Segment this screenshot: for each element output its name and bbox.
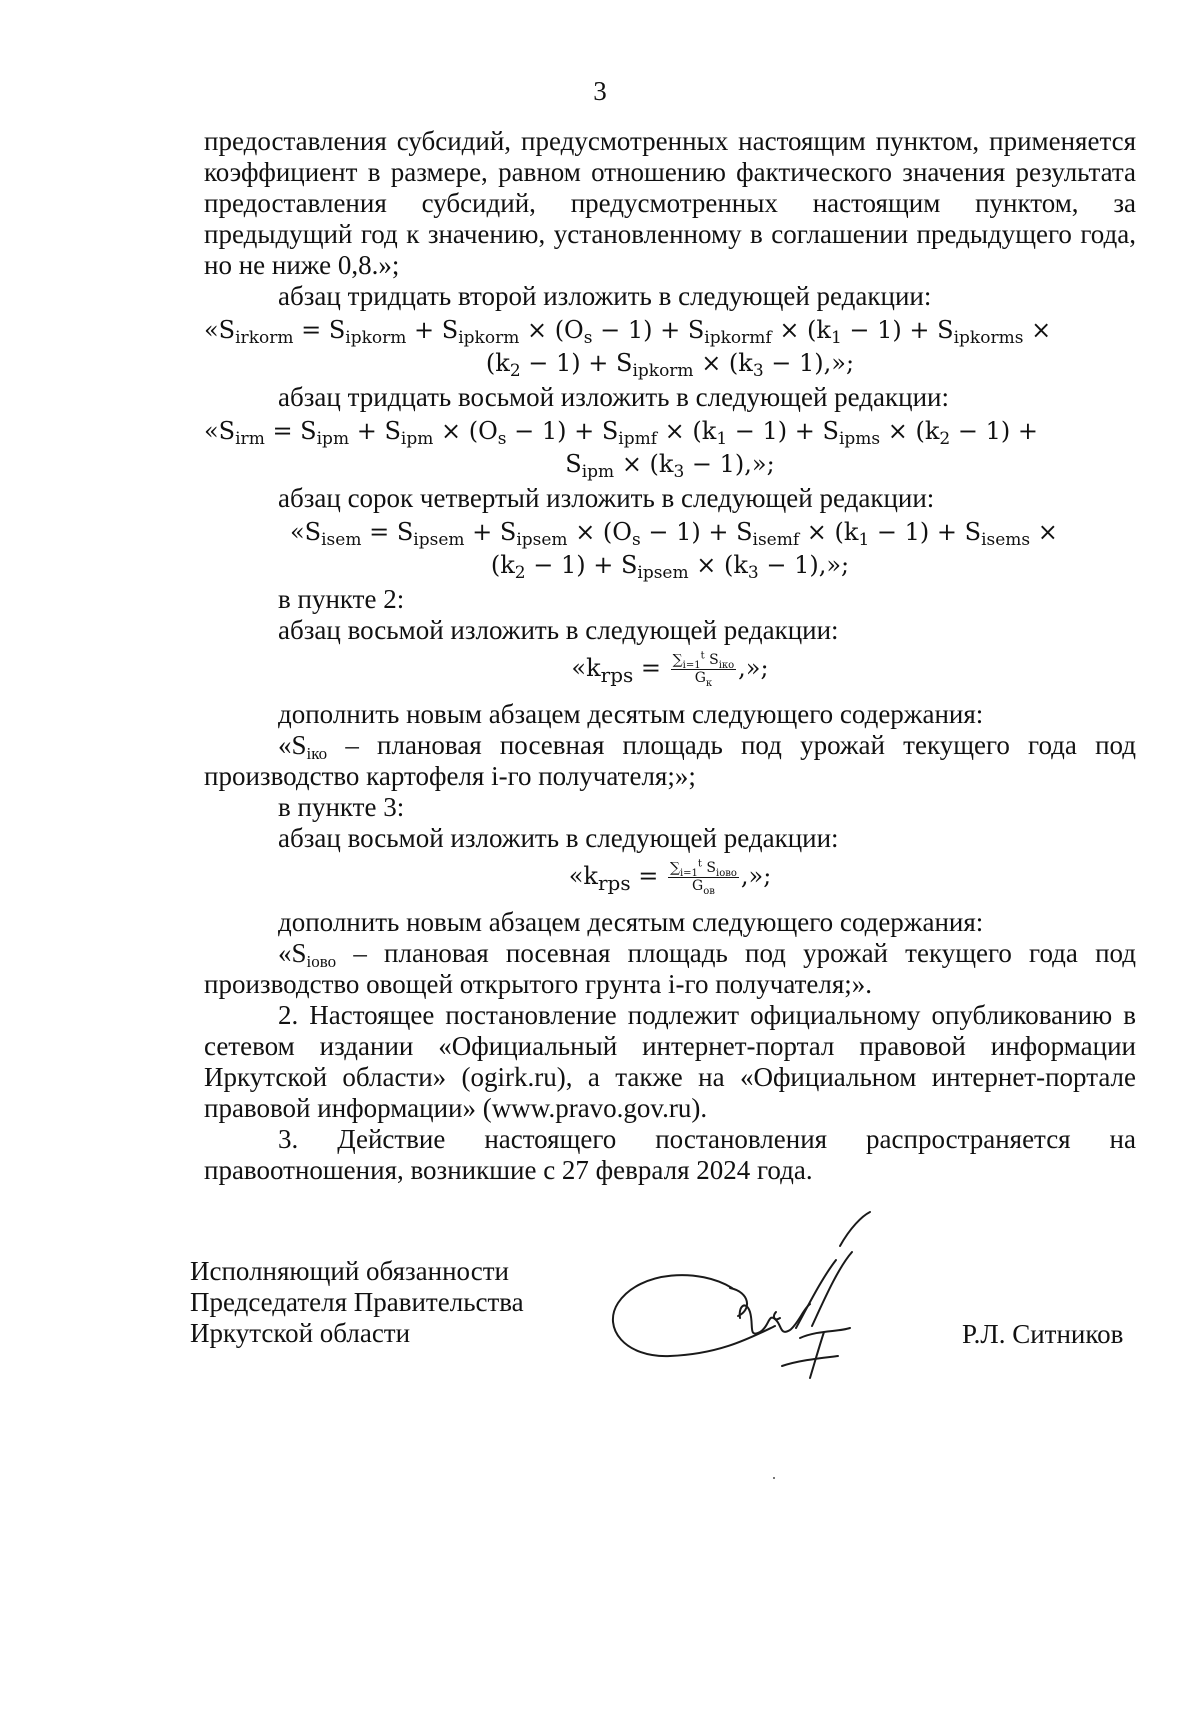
paragraph-clause-3: 3. Действие настоящего постановления распространяется на правоотношения, возникшие с 27 февраля 2024 года. (204, 1123, 1136, 1185)
signer-position-line: Иркутской области (190, 1318, 411, 1348)
paragraph-definition-siovo: «Siово – плановая посевная площадь под урожай текущего года под производство овощей открытого грунта i-го получателя;». (204, 937, 1136, 999)
formula-k-rps-vegetables: «$k_{rps}$ = $\frac{\sum_{i=1}^t S_{iово}}{G_{ов}}$ ,»; (568, 858, 772, 897)
paragraph-clause-2: 2. Настоящее постановление подлежит официальному опубликованию в сетевом издании «Официальный интернет-портал правовой информации Иркутской области» (ogirk.ru), а также на «Официальном интернет-портале правовой информации» (www.pravo.gov.ru). (204, 999, 1136, 1123)
handwritten-signature (600, 1208, 940, 1398)
paragraph-point-2: в пункте 2: (278, 584, 405, 614)
formula-line: «$S_{irkorm} = S_{ipkorm} + S_{ipkorm} \times (O_s - 1) + S_{ipkormf} \times (k_1 - 1) + S_{ipkorms}$ × (204, 316, 1052, 348)
formula-k-rps-potato: «$k_{rps}$ = $\frac{\sum_{i=1}^t S_{iко}}{G_к}$ ,»; (571, 650, 769, 689)
paragraph-instruction-8a: абзац восьмой изложить в следующей редакции: (278, 615, 839, 645)
signer-name: Р.Л. Ситников (962, 1319, 1124, 1349)
signer-position (190, 1256, 524, 1349)
page-number: 3 (593, 76, 607, 106)
formula-s-irm (204, 415, 1136, 481)
formula-s-isem (204, 516, 1136, 582)
paragraph-point-3: в пункте 3: (278, 791, 405, 822)
formula-line: «$S_{isem} = S_{ipsem} + S_{ipsem} \times (O_s - 1) + S_{isemf} \times (k_1 - 1) + S_{isems}$ × (290, 518, 1058, 550)
formula-line: «$S_{irm} = S_{ipm} + S_{ipm} \times (O_s - 1) + S_{ipmf} \times (k_1 - 1) + S_{ipms} \times (k_2 - 1)$ + (204, 417, 1038, 449)
paragraph-instruction-44: абзац сорок четвертый изложить в следующей редакции: (278, 483, 935, 513)
formula-line: $(k_2 - 1) + S_{ipkorm} \times (k_3 - 1)$,»; (485, 349, 855, 381)
paragraph-instruction-8b: абзац восьмой изложить в следующей редакции: (278, 822, 839, 853)
paragraph-instruction-32: абзац тридцать второй изложить в следующей редакции: (278, 281, 932, 311)
paragraph-instruction-38: абзац тридцать восьмой изложить в следующей редакции: (278, 382, 949, 412)
signer-position-line: Председателя Правительства (190, 1287, 524, 1317)
document-body (204, 126, 1136, 1186)
formula-line: $S_{ipm} \times (k_3 - 1)$,»; (565, 450, 775, 482)
paragraph-definition-siko: «Siко – плановая посевная площадь под урожай текущего года под производство картофеля i-го получателя;»; (204, 729, 1136, 791)
formula-s-irkorm (204, 314, 1136, 380)
scan-speck (773, 1477, 775, 1479)
paragraph-add-10a: дополнить новым абзацем десятым следующего содержания: (278, 698, 984, 729)
paragraph-add-10b: дополнить новым абзацем десятым следующего содержания: (278, 906, 984, 937)
paragraph-continuation: предоставления субсидий, предусмотренных настоящим пунктом, применяется коэффициент в размере, равном отношению фактического значения результата предоставления субсидий, предусмотренных настоящим пунктом, за предыдущий год к значению, установленному в соглашении предыдущего года, но не ниже 0,8.»; (204, 126, 1136, 280)
signer-position-line: Исполняющий обязанности (190, 1256, 509, 1286)
formula-line: $(k_2 - 1) + S_{ipsem} \times (k_3 - 1)$,»; (490, 551, 850, 583)
